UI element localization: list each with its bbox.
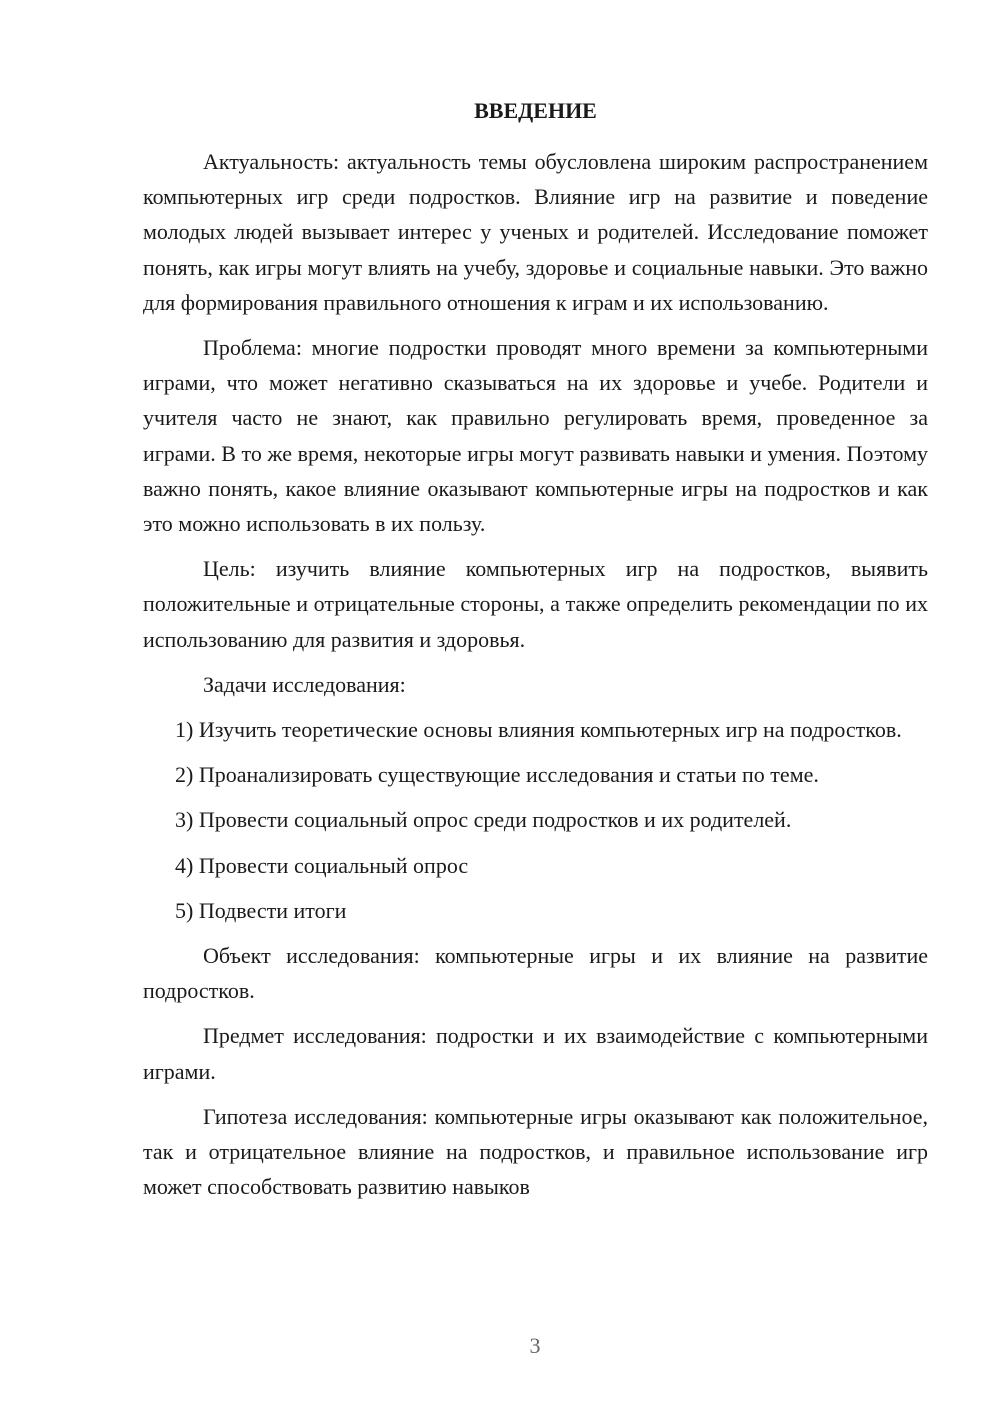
subject-paragraph: Предмет исследования: подростки и их взаимодействие с компьютерными играми. [143,1023,928,1084]
task-item: 3) Провести социальный опрос среди подростков и их родителей. [175,807,792,833]
page-number: 3 [529,1333,541,1358]
page-title: ВВЕДЕНИЕ [474,98,597,123]
object-paragraph: Объект исследования: компьютерные игры и их влияние на развитие подростков. [143,943,928,1004]
hypothesis-paragraph: Гипотеза исследования: компьютерные игры оказывают как положительное, так и отрицательное влияние на подростков, и правильное использование игр может способствовать развитию навыков [143,1103,928,1200]
relevance-paragraph: Актуальность: актуальность темы обусловлена широким распространением компьютерных игр среди подростков. Влияние игр на развитие и поведение молодых людей вызывает интерес у ученых и родителей. Исследование поможет понять, как игры могут влиять на учебу, здоровье и социальные навыки. Это важно для формирования правильного отношения к играм и их использованию. [143,149,928,315]
problem-paragraph: Проблема: многие подростки проводят много времени за компьютерными играми, что может негативно сказываться на их здоровье и учебе. Родители и учителя часто не знают, как правильно регулировать время, проведенное за играми. В то же время, некоторые игры могут развивать навыки и умения. Поэтому важно понять, какое влияние оказывают компьютерные игры на подростков и как это можно использовать в их пользу. [143,335,928,537]
task-item: 5) Подвести итоги [175,897,347,923]
task-item: 4) Провести социальный опрос [175,852,469,878]
task-item: 2) Проанализировать существующие исследования и статьи по теме. [175,762,819,788]
document-page [143,96,928,1214]
tasks-heading: Задачи исследования: [203,671,406,697]
goal-paragraph: Цель: изучить влияние компьютерных игр на подростков, выявить положительные и отрицательные стороны, а также определить рекомендации по их использованию для развития и здоровья. [143,556,928,652]
task-item: 1) Изучить теоретические основы влияния компьютерных игр на подростков. [175,717,902,743]
